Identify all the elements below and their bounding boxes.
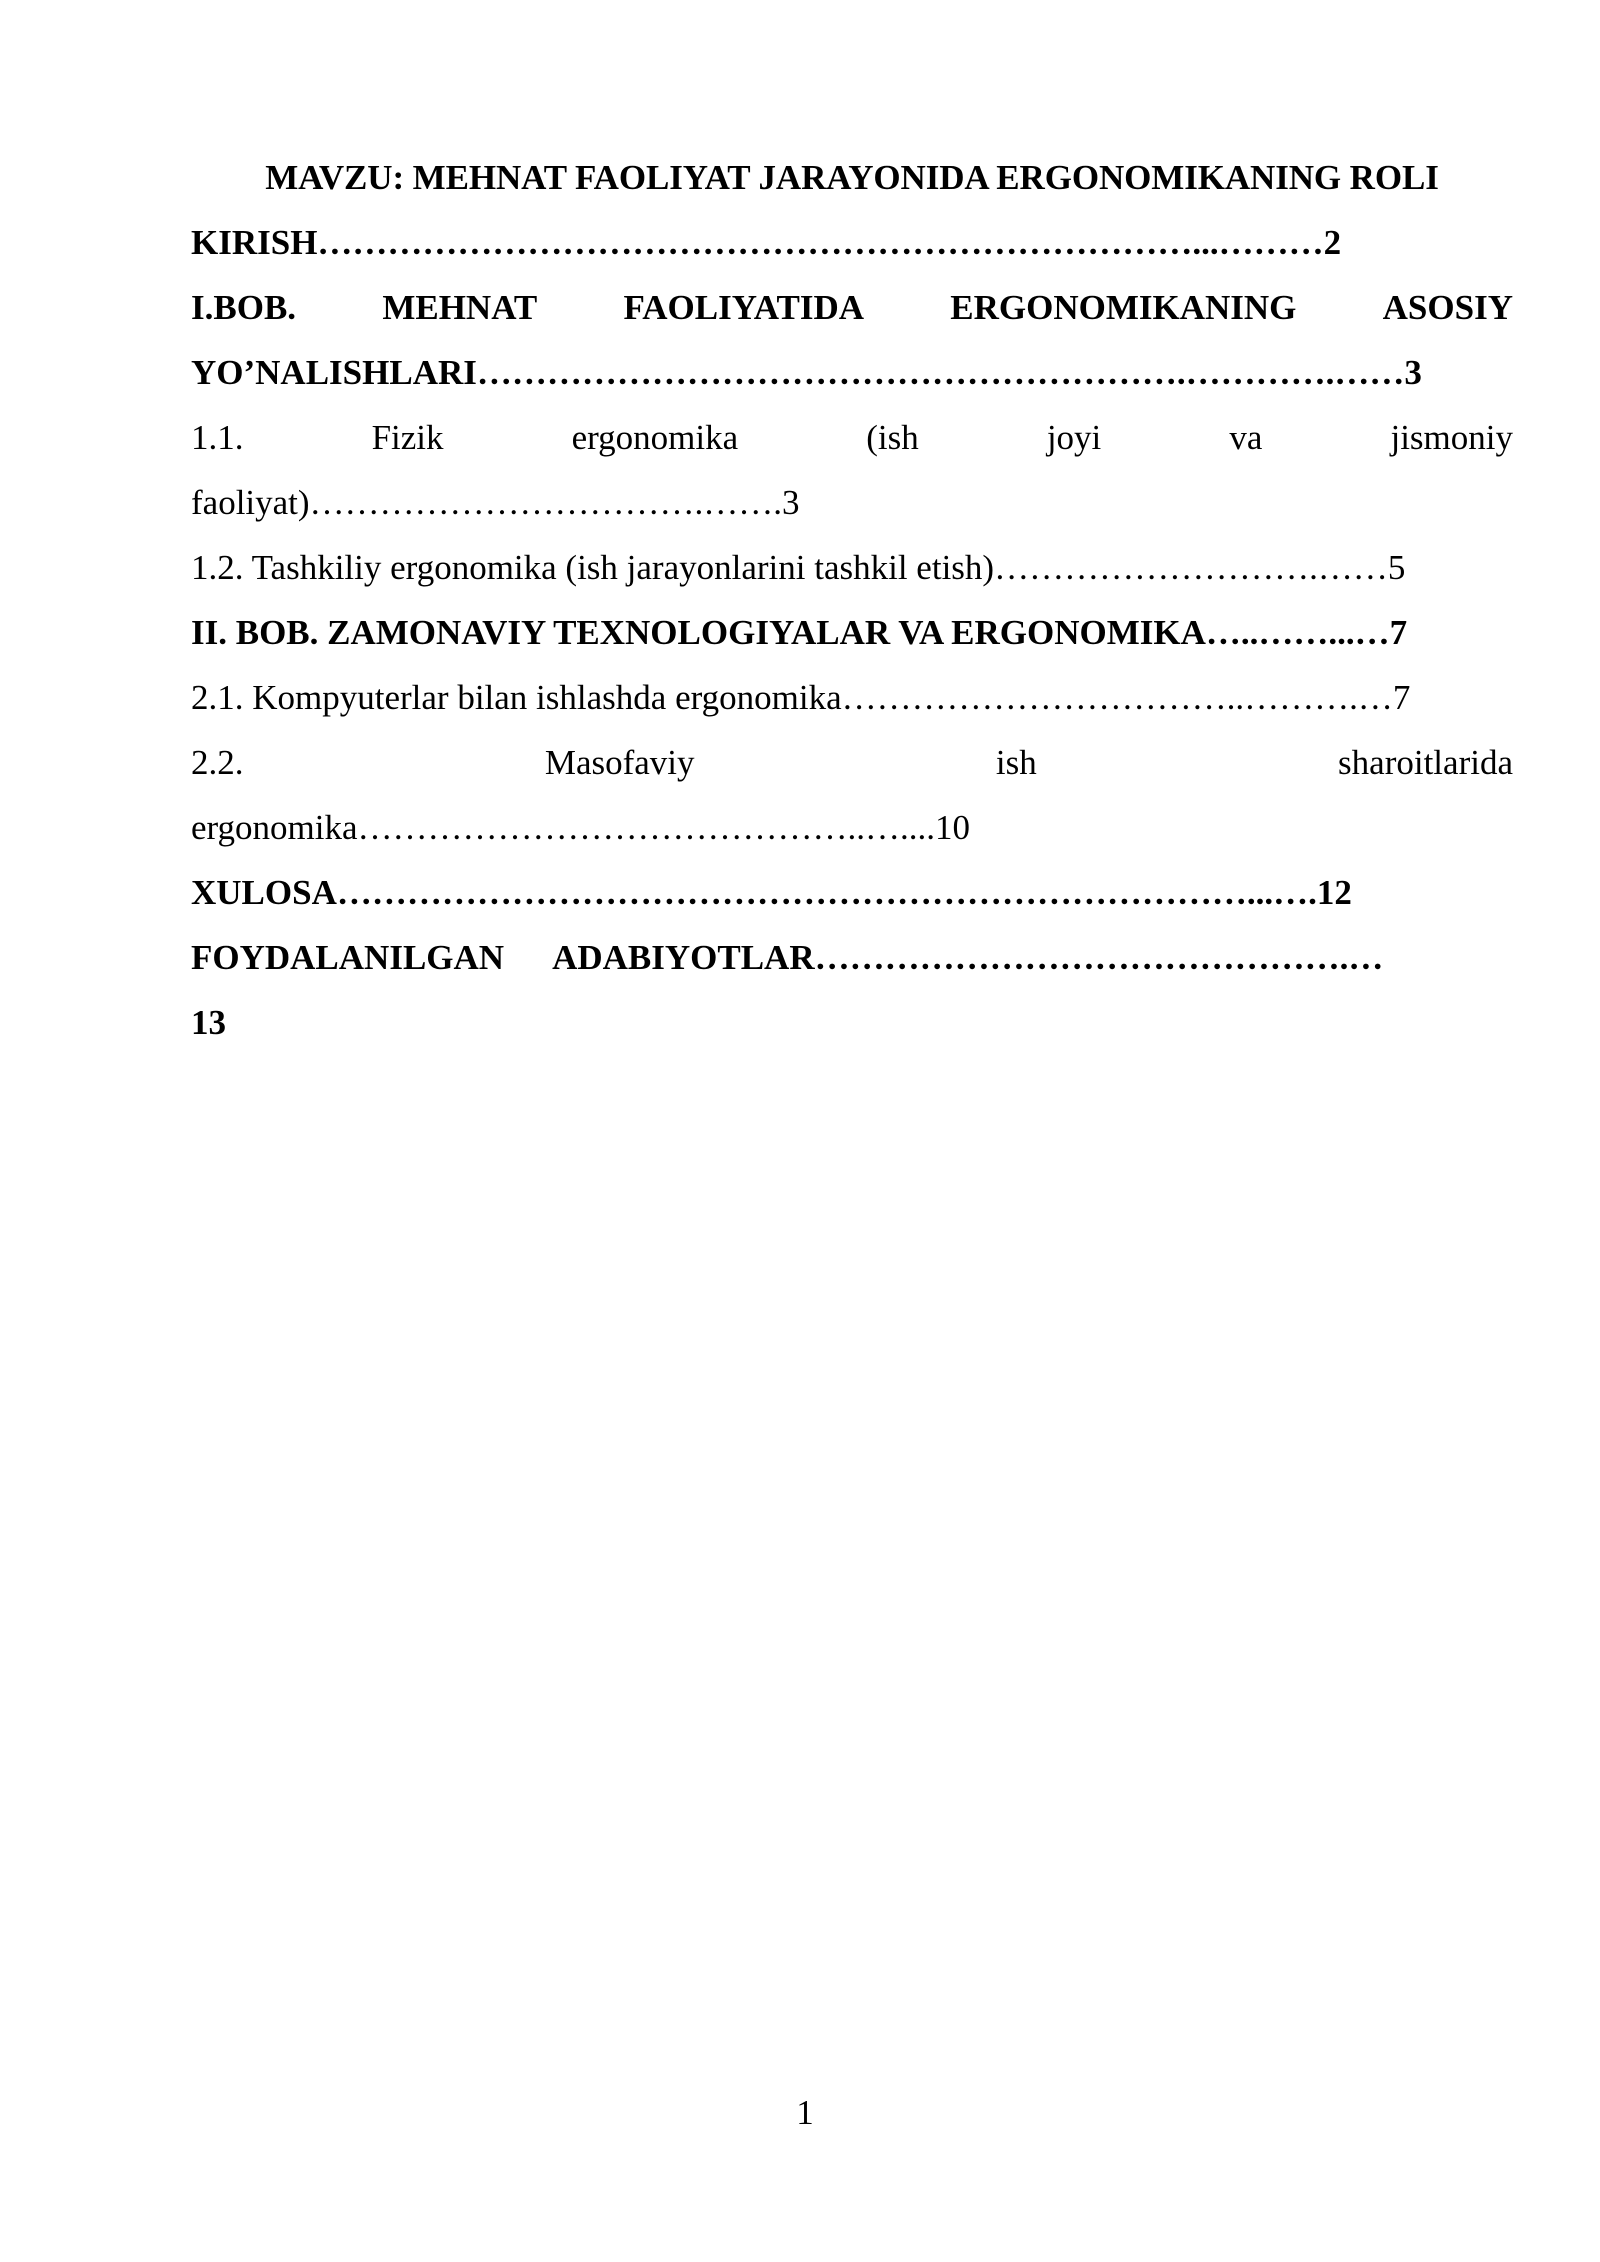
toc-word: sharoitlarida <box>1338 743 1513 782</box>
table-of-contents <box>191 145 1513 1055</box>
toc-word: (ish <box>866 418 919 457</box>
toc-word: FOYDALANILGAN <box>191 938 505 977</box>
toc-entry-kirish: KIRISH…………………………………………………………………...………2 <box>191 223 1342 262</box>
toc-entry-2-1: 2.1. Kompyuterlar bilan ishlashda ergonomika……………………………..……….…7 <box>191 678 1411 717</box>
toc-entry-bob2: II. BOB. ZAMONAVIY TEXNOLOGIYALAR VA ERGONOMIKA…..……...…7 <box>191 613 1408 652</box>
toc-entry-1-2: 1.2. Tashkiliy ergonomika (ish jarayonlarini tashkil etish)……………………….……5 <box>191 548 1406 587</box>
toc-entry-bob1 <box>191 275 1513 340</box>
toc-word: Masofaviy <box>544 743 695 782</box>
toc-word: ASOSIY <box>1382 288 1513 327</box>
toc-entry-adabiyotlar <box>191 925 1513 990</box>
toc-entry-bob1-continued: YO’NALISHLARI…………………………………………………….………….……3 <box>191 353 1422 392</box>
toc-word: joyi <box>1046 418 1102 457</box>
toc-word: ish <box>995 743 1037 782</box>
page-number: 1 <box>796 2093 814 2132</box>
toc-word: I.BOB. <box>191 288 297 327</box>
document-title: MAVZU: MEHNAT FAOLIYAT JARAYONIDA ERGONOMIKANING ROLI <box>265 158 1439 197</box>
toc-word: va <box>1229 418 1263 457</box>
toc-word: FAOLIYATIDA <box>623 288 864 327</box>
toc-word: jismoniy <box>1390 418 1513 457</box>
toc-entry-2-2-continued: ergonomika……………………………………..…....10 <box>191 808 971 847</box>
toc-word: ergonomika <box>571 418 739 457</box>
toc-entry-adabiyotlar-page: 13 <box>191 1003 226 1042</box>
toc-word: 2.2. <box>191 743 244 782</box>
toc-word: Fizik <box>371 418 444 457</box>
toc-entry-1-1 <box>191 405 1513 470</box>
toc-word: ADABIYOTLAR……………………………………….… <box>552 938 1384 977</box>
toc-word: MEHNAT <box>382 288 538 327</box>
toc-word: 1.1. <box>191 418 244 457</box>
toc-entry-1-1-continued: faoliyat)…………………………….…….3 <box>191 483 800 522</box>
toc-entry-xulosa: XULOSA……………………………………………………………………...….12 <box>191 873 1352 912</box>
toc-word: ERGONOMIKANING <box>950 288 1297 327</box>
toc-entry-2-2 <box>191 730 1513 795</box>
